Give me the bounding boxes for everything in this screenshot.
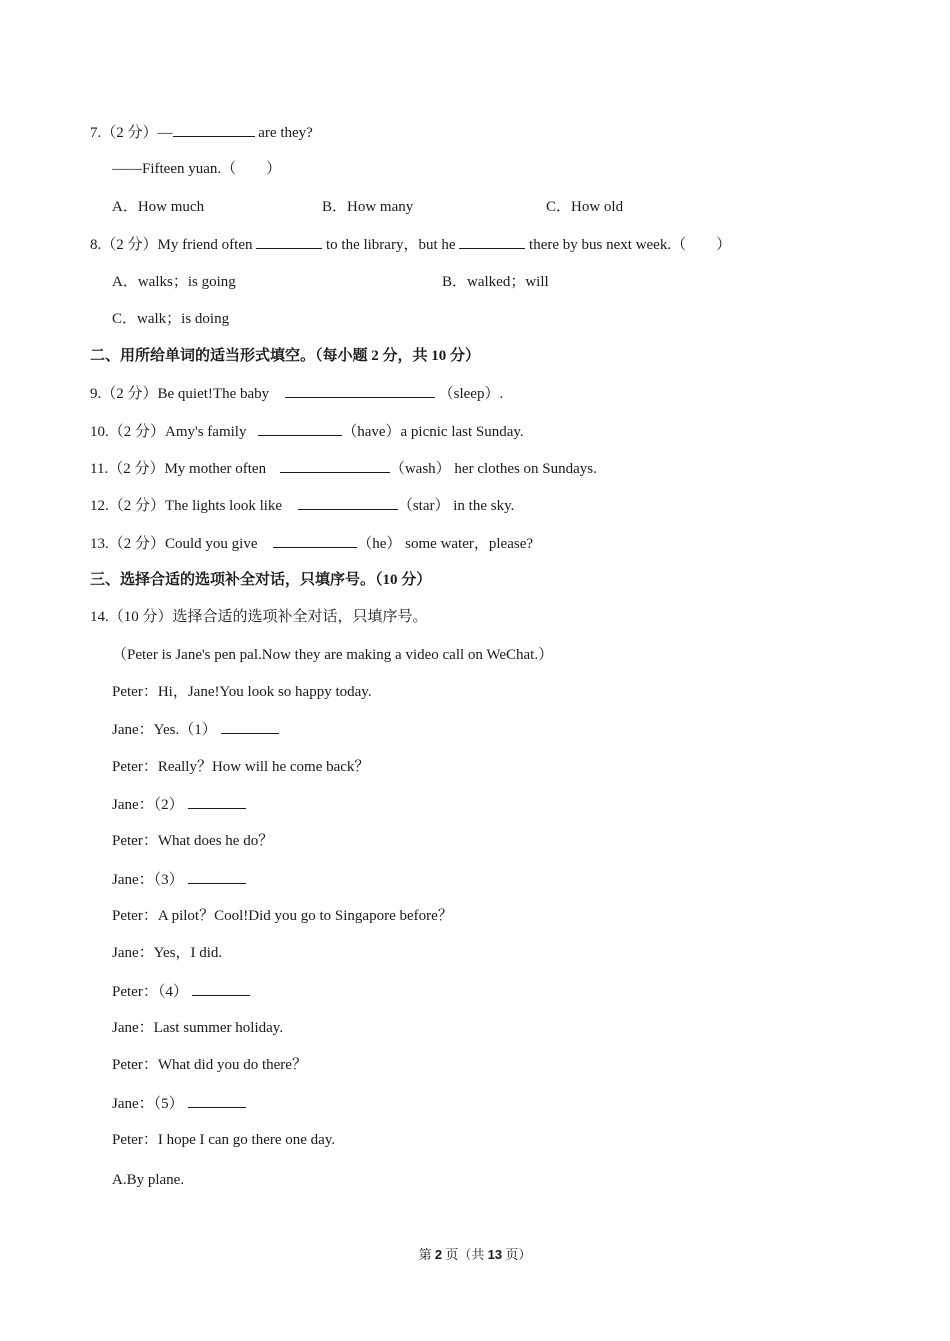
q7-answer-line: ——Fifteen yuan.（ ）	[112, 161, 282, 177]
q9	[90, 383, 503, 404]
q13	[90, 533, 533, 554]
total-pages: 13	[487, 1247, 503, 1262]
q13-text-1: 13.（2 分）Could you give	[90, 536, 262, 552]
dialogue-text: Jane：（3）	[112, 872, 184, 888]
page-footer	[0, 1244, 950, 1263]
answer-blank[interactable]	[221, 719, 279, 734]
q10-text-2: （have）a picnic last Sunday.	[342, 424, 524, 440]
dialogue-text: Jane：Yes.（1）	[112, 722, 217, 738]
dialogue-line	[112, 981, 250, 1002]
answer-blank[interactable]	[192, 981, 250, 996]
dialogue-text: Peter：（4）	[112, 984, 188, 1000]
dialogue-line	[112, 869, 246, 890]
dialogue-line: Peter：I hope I can go there one day.	[112, 1132, 336, 1148]
footer-text: 第	[418, 1247, 435, 1262]
answer-blank[interactable]	[188, 869, 246, 884]
answer-blank[interactable]	[256, 234, 322, 249]
dialogue-line: Jane：Yes，I did.	[112, 945, 223, 961]
q14-option-a: A.By plane.	[112, 1172, 185, 1188]
q8-option-a[interactable]: A．walks；is going	[112, 274, 236, 290]
dialogue-line: Peter：What did you do there？	[112, 1057, 307, 1073]
dialogue-line	[112, 719, 279, 740]
dialogue-line: Peter：Really？How will he come back？	[112, 759, 370, 775]
dialogue-line	[112, 794, 246, 815]
dialogue-text: Jane：（2）	[112, 797, 184, 813]
q14-stem: 14.（10 分）选择合适的选项补全对话，只填序号。	[90, 609, 428, 625]
q8-stem	[90, 234, 731, 255]
page-number: 2	[434, 1247, 443, 1262]
q11-text-2: （wash） her clothes on Sundays.	[389, 461, 597, 477]
dialogue-line: Jane：Last summer holiday.	[112, 1020, 284, 1036]
answer-blank[interactable]	[188, 794, 246, 809]
dialogue-line	[112, 1093, 246, 1114]
dialogue-text: Jane：（5）	[112, 1096, 184, 1112]
q8-text-2: to the library，but he	[322, 237, 460, 253]
q13-text-2: （he） some water，please?	[357, 536, 534, 552]
answer-blank[interactable]	[258, 421, 342, 436]
dialogue-line: Peter：Hi，Jane!You look so happy today.	[112, 684, 372, 700]
q12-text-2: （star） in the sky.	[397, 498, 515, 514]
q9-text-2: （sleep）.	[434, 386, 504, 402]
answer-blank[interactable]	[459, 234, 525, 249]
q8-option-c[interactable]: C．walk；is doing	[112, 311, 230, 327]
q10	[90, 421, 524, 442]
q8-text-3: there by bus next week.（ ）	[525, 237, 732, 253]
section-3-heading: 三、选择合适的选项补全对话，只填序号。（10 分）	[90, 572, 432, 588]
q7-stem-prefix: 7.（2 分）—	[90, 125, 173, 141]
q11	[90, 458, 597, 479]
footer-text: 页（共	[442, 1247, 488, 1262]
q12-text-1: 12.（2 分）The lights look like	[90, 498, 286, 514]
answer-blank[interactable]	[280, 458, 390, 473]
q7-option-a[interactable]: A．How much	[112, 199, 205, 215]
answer-blank[interactable]	[285, 383, 435, 398]
section-2-heading: 二、用所给单词的适当形式填空。（每小题 2 分，共 10 分）	[90, 348, 481, 364]
answer-blank[interactable]	[298, 495, 398, 510]
dialogue-line: Peter：What does he do？	[112, 833, 274, 849]
q7-option-c[interactable]: C．How old	[546, 199, 624, 215]
answer-blank[interactable]	[188, 1093, 246, 1108]
answer-blank[interactable]	[173, 122, 255, 137]
footer-text: 页）	[502, 1247, 532, 1262]
q7-option-b[interactable]: B．How many	[322, 199, 414, 215]
answer-blank[interactable]	[273, 533, 357, 548]
q11-text-1: 11.（2 分）My mother often	[90, 461, 270, 477]
q12	[90, 495, 514, 516]
dialogue-line: Peter：A pilot？Cool!Did you go to Singapore before？	[112, 908, 453, 924]
q14-context: （Peter is Jane's pen pal.Now they are making a video call on WeChat.）	[112, 647, 554, 663]
q10-text-1: 10.（2 分）Amy's family	[90, 424, 251, 440]
q9-text-1: 9.（2 分）Be quiet!The baby	[90, 386, 273, 402]
q7-stem	[90, 122, 313, 143]
q8-text-1: 8.（2 分）My friend often	[90, 237, 257, 253]
q8-option-b[interactable]: B．walked；will	[442, 274, 549, 290]
q7-stem-suffix: are they?	[254, 125, 313, 141]
